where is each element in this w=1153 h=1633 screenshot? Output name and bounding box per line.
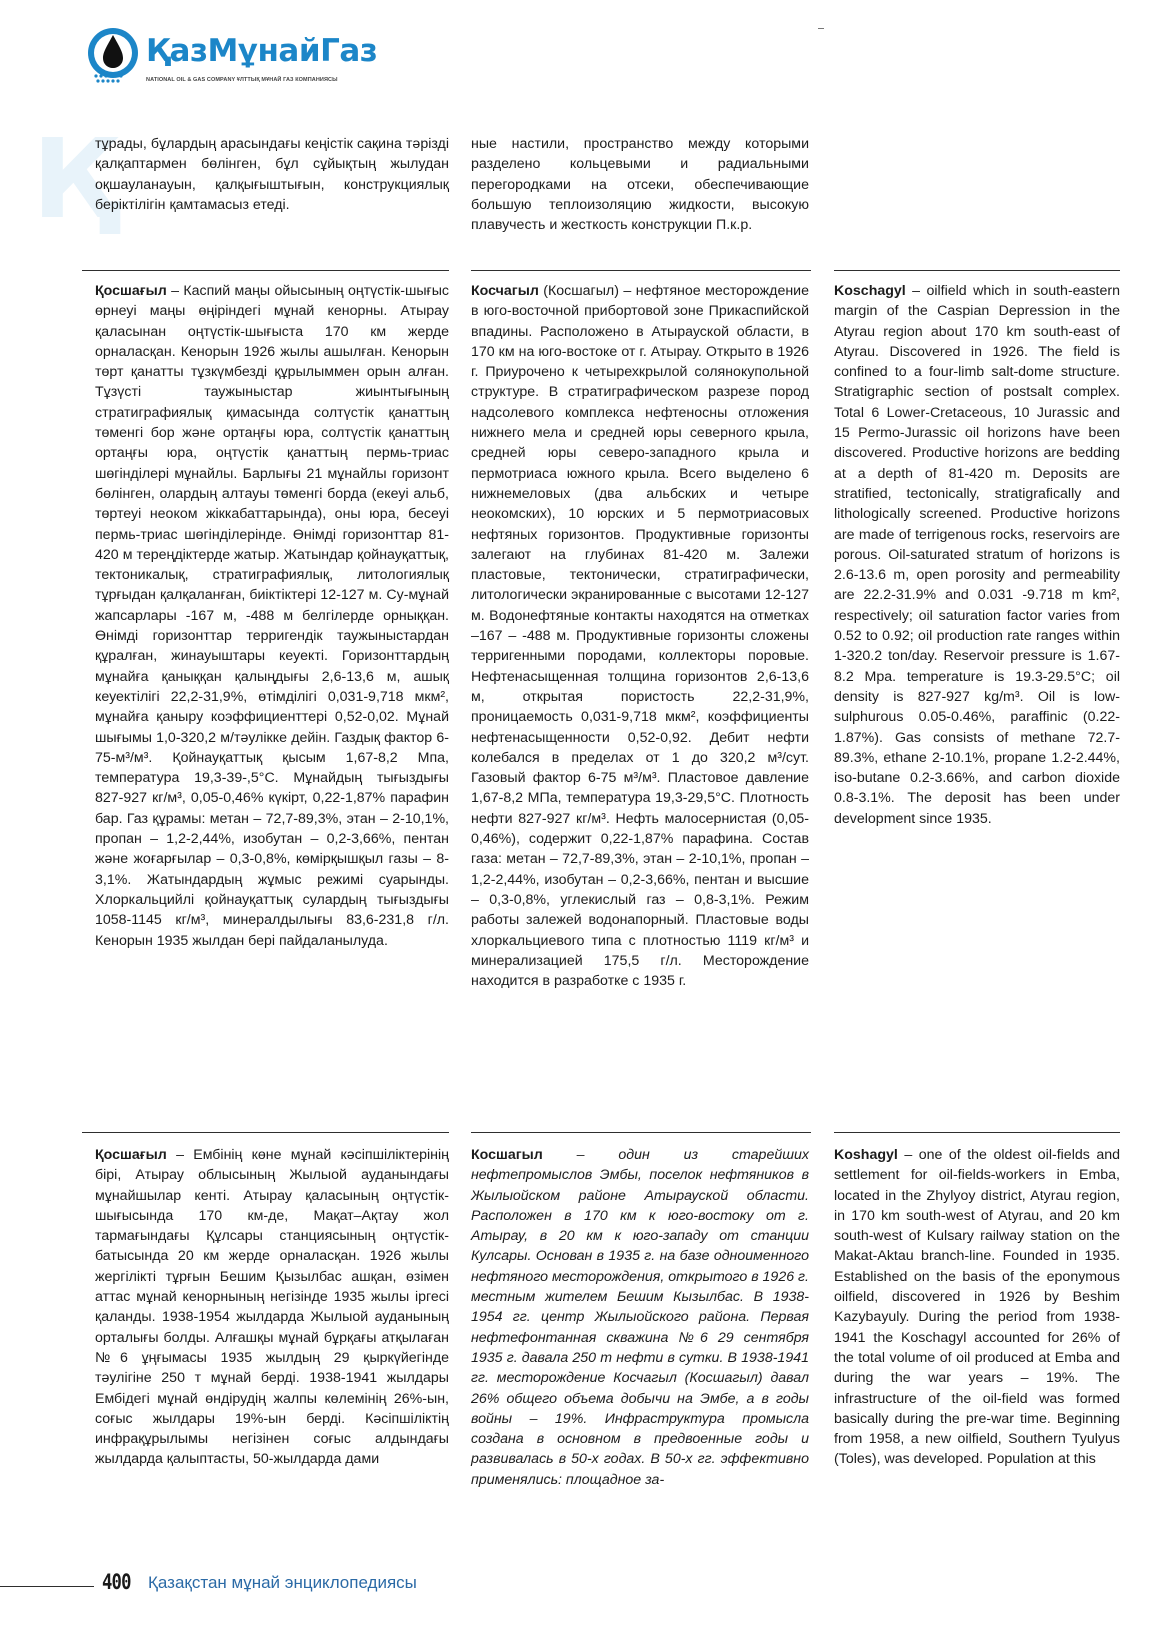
entry1-ru [471,281,809,991]
book-title: Қазақстан мұнай энциклопедиясы [148,1573,417,1592]
entry2-en-headword: Koshagyl [834,1147,898,1163]
entry1-en-body: – oilfield which in south-eastern margin of the Caspian Depression in the Atyrau region about 170 km south-east of Atyrau. Discovered in 1926. The field is confined to a four-limb salt-dome structure. Stratigraphic section of postsalt complex. Total 6 Lower-Cretaceous, 10 Jurassic and 15 Permo-Jurassic oil horizons have been discovered. Productive horizons are bedding at a depth of 81-420 m. Deposits are stratified, tectonically, stratigrafically and lithologically screened. Productive horizons are made of terrigenous rocks, reservoirs are porous. Oil-saturated stratum of horizons is 2.6-13.6 m, open porosity and permeability are 22.2-31.9% and 0.031 -9.718 m km², respectively; oil saturation factor varies from 0.52 to 0.92; oil production rate ranges within 1-320.2 ton/day. Reservoir pressure is 1.67-8.2 Mpa. temperature is 19.3-29.5°C; oil density is 827-927 kg/m³. Oil is low-sulphurous 0.05-0.46%, paraffinic (0.22-1.87%). Gas consists of methane 72.7-89.3%, ethane 2-10.1%, propane 1.2-2.44%, iso-butane 0.2-3.66%, and carbon dioxide 0.8-3.1%. The deposit has been under development since 1935. [834,283,1120,827]
footer-rule [0,1586,94,1587]
entry1-kz-body: – Каспий маңы ойысының оңтүстік-шығыс өрнеуі маңы өңіріндегі мұнай кенорны. Атырау қаласынан оңтүстік-шығыста 170 км жерде орналасқан. Кенорын 1926 жылы ашылған. Кенорын төрт қанатты тұзкүмбезді құрылыммен орын алған. Тұзүсті таужыныстар жиынтығының стратиграфиялық қимасында солтүстік қанаттың төменгі бор және ортаңғы юра, солтүстік қанаттың ортаңғы юра, оңтүстік қанаттың пермь-триас шөгінділері мұнайлы. Барлығы 21 мұнайлы горизонт бөлінген, олардың алтауы төменгі борда (екеуі альб, төртеуі неоком жіккабаттарында), оны юра, бесеуі пермь-триас шөгінділерінде. Өнімді горизонттар 81-420 м тереңдіктерде жатыр. Жатындар қойнауқаттық, тектоникалық, стратиграфиялық, литологиялық тұрғыдан қалқаланған, биіктіктері 12-127 м. Су-мұнай жапсарлары -167 м, -488 м белгілерде орныққан. Өнімді горизонттар терригендік таужыныстардан құралған, жинауыштары кеуекті. Горизонттардың мұнайға қаныққан қалыңдығы 2,6-13,6 м, ашық кеуектілігі 22,2-31,9%, өтімділігі 0,031-9,718 мкм², мұнайға қаныру коэффициенттері 0,52-0,02. Мұнай шығымы 1,0-320,2 м/тәулікке дейін. Газдық фактор 6-75-м³/м³. Қойнауқаттық қысым 1,67-8,2 Мпа, температура 19,3-39-,5°С. Мұнайдың тығыздығы 827-927 кг/м³, 0,05-0,46% күкірт, 0,22-1,87% парафин бар. Газ құрамы: метан – 72,7-89,3%, этан – 2-10,1%, пропан – 1,2-2,44%, изобутан – 0,2-3,66%, пентан және жоғарғылар – 0,3-0,8%, көмірқышқыл газы – 8-3,1%. Жатындардың жұмыс режимі суарынды. Хлоркальцийлі қойнауқаттық сулардың тығыздығы 1058-1145 кг/м³, минералдылығы 83,6-231,8 г/л. Кенорын 1935 жылдан бері пайдаланылуда. [95,283,449,949]
entry2-kz-headword: Қосшағыл [95,1147,167,1163]
logo-drop-icon [86,24,144,86]
entry2-en-body: – one of the oldest oil-fields and settlement for oil-fields-workers in Emba, located in the Zhylyoy district, Atyrau region, in 170 km south-west of Atyrau, and 20 km south-west of Kulsary railway station on the Makat-Aktau branch-line. Founded in 1935. Established on the basis of the eponymous oilfield, discovered in 1926 by Beshim Kazybayuly. During the period from 1938-1941 the Koschagyl accounted for 26% of the total volume of oil produced at Emba and during the war years – 19%. The infrastructure of the oil-field was formed basically during the pre-war time. Beginning from 1958, a new oilfield, Southern Tyulyus (Toles), was developed. Population at this [834,1147,1120,1468]
separator-line [82,270,449,271]
entry2-kz [95,1145,449,1470]
entry2-ru [471,1145,809,1490]
entry2-ru-body: – один из старейших нефтепромыслов Эмбы, поселок нефтяников в Жылыойском районе Атырауской области. Расположен в 170 км к юго-востоку от г. Атырау, в 20 км к юго-западу от станции Кулсары. Основан в 1935 г. на базе одноименного нефтяного месторождения, открытого в 1926 г. местным жителем Бешим Кызылбас. В 1938-1954 гг. центр Жылыойского района. Первая нефтефонтанная скважина №6 29 сентября 1935 г. давала 250 т нефти в сутки. В 1938-1941 гг. месторождение Косчагыл (Косшагыл) давал 26% общего объема добычи на Эмбе, а в годы войны – 19%. Инфраструктура промысла создана в основном в предвоенные годы и развивалась в 50-х годах. В 50-х гг. эффективно применялись: площадное за- [471,1147,809,1488]
separator-line [834,270,1120,271]
entry2-ru-headword: Косшагыл [471,1147,543,1163]
entry1-kz [95,281,449,951]
separator-line [471,270,811,271]
top-kz-text: тұрады, бұлардың арасындағы кеңістік сақина тәрізді қалқаптармен бөлінген, бұл сұйықтың жылудан оқшауланауын, қалқығыштығын, конструкциялық беріктілігін қамтамасыз етеді. [95,136,449,213]
entry1-en [834,281,1120,829]
entry2-en [834,1145,1120,1470]
separator-line [834,1132,1120,1133]
logo-wordmark: ҚазМұнайГаз [146,33,378,69]
separator-line [471,1132,811,1133]
entry1-ru-body: (Косшагыл) – нефтяное месторождение в юго-восточной прибортовой зоне Прикаспийской впадины. Расположено в Атырауской области, в 170 км на юго-востоке от г. Атырау. Открыто в 1926 г. Приурочено к четырехкрылой солянокупольной структуре. В стратиграфическом разрезе пород надсолевого комплекса нефтеносны отложения нижнего мела и средней юры северного крыла, средней юры северо-западного крыла и пермотриаса южного крыла. Всего выделено 6 нижнемеловых (два альбских и четыре неокомских), 10 юрских и 5 пермотриасовых нефтяных горизонтов. Продуктивные горизонты залегают на глубинах 81-420 м. Залежи пластовые, тектонически, стратиграфически, литологически экранированные с высотами 12-127 м. Водонефтяные контакты находятся на отметках –167 – -488 м. Продуктивные горизонты сложены терригенными породами, коллекторы поровые. Нефтенасыщенная толщина горизонтов 2,6-13,6 м, открытая пористость 22,2-31,9%, проницаемость 0,031-9,718 мкм², коэффициенты нефтенасыщенности 0,52-0,92. Дебит нефти колебался в пределах от 1 до 320,2 м³/сут. Газовый фактор 6-75 м³/м³. Пластовое давление 1,67-8,2 МПа, температура 19,3-29,5°С. Плотность нефти 827-927 кг/м³. Нефть малосернистая (0,05-0,46%), содержит 0,22-1,87% парафина. Состав газа: метан – 72,7-89,3%, этан – 2-10,1%, пропан – 1,2-2,44%, изобутан – 0,2-3,66%, пентан и высшие – 0,3-0,8%, углекислый газ – 0,8-3,1%. Режим работы залежей водонапорный. Пластовые воды хлоркальциевого типа с плотностью 1119 кг/м³ и минерализацией 175,5 г/л. Месторождение находится в разработке с 1935 г. [471,283,809,990]
separator-line [82,1132,449,1133]
page-number: 400 [102,1570,131,1594]
company-logo [86,24,406,90]
logo-subtitle: NATIONAL OIL & GAS COMPANY ҰЛТТЫҚ МҰНАЙ ГАЗ КОМПАНИЯСЫ [146,77,338,83]
section-letter: Қ [32,115,118,243]
entry1-ru-headword: Косчагыл [471,283,539,299]
entry1-en-headword: Koschagyl [834,283,906,299]
corner-mark [818,28,824,29]
entry2-kz-body: – Ембінің көне мұнай кәсіпшіліктерінің бірі, Атырау облысының Жылыой ауданындағы мұнайшылар кенті. Атырау қаласының оңтүстік-шығысында 170 км-де, Мақат–Ақтау жол тармағындағы Құлсары станциясының оңтүстік-батысында 20 км жерде орналасқан. 1926 жылы жергілікті тұрғын Бешим Қызылбас ашқан, өзімен аттас мұнай кенорнының негізінде 1935 жылы іргесі қаланды. 1938-1954 жылдарда Жылыой ауданының орталығы болды. Алғашқы мұнай бұрқағы атқылаған №6 ұңғымасы 1935 жылдың 29 қыркүйегінде тәулігіне 250 т мұнай берді. 1938-1941 жылдары Ембідегі мұнай өндірудің жалпы көлемінің 26%-ын, соғыс жылдары 19%-ын берді. Кәсіпшіліктің инфрақұрылымы негізінен соғыс алдындағы жылдарда қалыптасты, 50-жылдарда дами [95,1147,449,1468]
entry1-kz-headword: Қосшағыл [95,283,167,299]
top-ru-text: ные настили, пространство между которыми разделено кольцевыми и радиальными перегородками на отсеки, обеспечивающие большую теплоизоляцию жидкости, высокую плавучесть и жесткость конструкции П.к.р. [471,136,809,234]
